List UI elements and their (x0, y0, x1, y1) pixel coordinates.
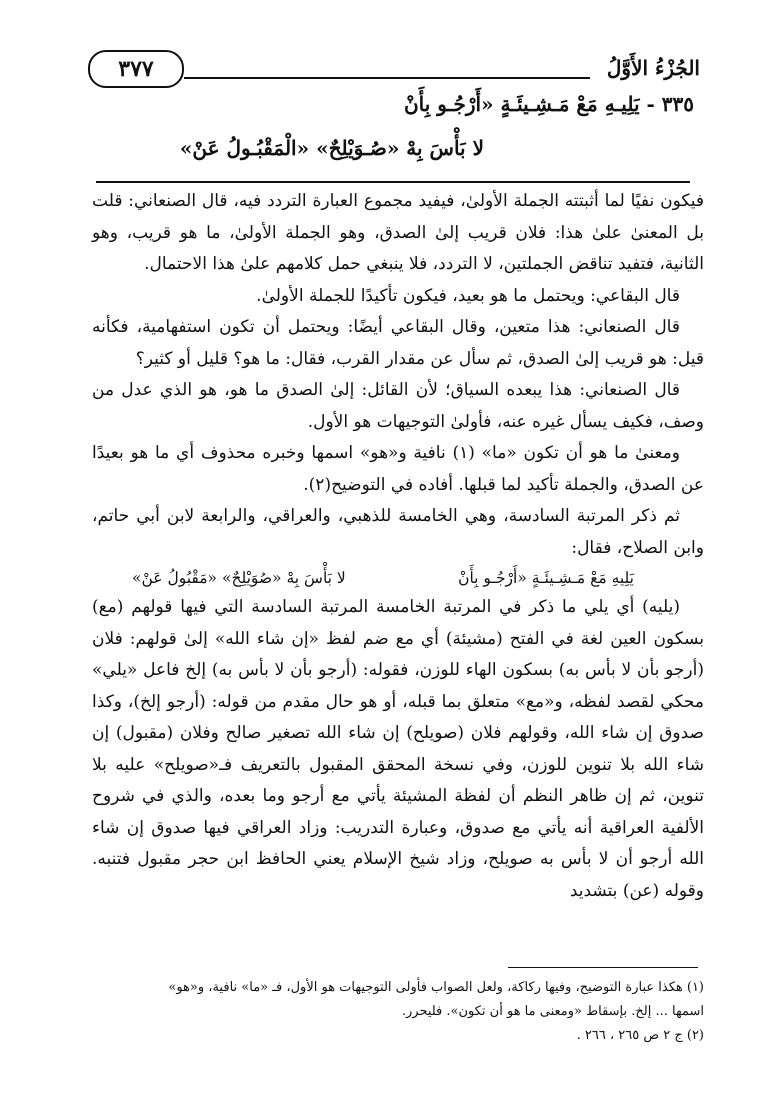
running-header (88, 40, 700, 88)
paragraph-1: فيكون نفيًا لما أثبتته الجملة الأولىٰ، فيفيد مجموع العبارة التردد فيه، قال الصنعاني: قلت بل المعنىٰ علىٰ هذا: فلان قريب إلىٰ الصدق، وهو الجملة الأولىٰ، ما هو قريب، وهو الثانية، فتفيد تناقض الجملتين، لا التردد، فلا ينبغي حمل كلامهم علىٰ هذا الاحتمال. (92, 191, 704, 274)
poem-hemistich-right: يَلِيهِ مَعْ مَـشِـيئَـةٍ «أَرْجُـو بِأَنْ (458, 569, 634, 587)
paragraph-6: ثم ذكر المرتبة السادسة، وهي الخامسة للذهبي، والعراقي، والرابعة لابن أبي حاتم، وابن الصلاح، فقال: (92, 506, 704, 558)
footnote-rule (508, 967, 698, 968)
paragraph-4: قال الصنعاني: هذا يبعده السياق؛ لأن القائل: إلىٰ الصدق ما هو، هو الذي عدل من وصف، فكيف يسأل غيره عنه، فأولىٰ التوجيهات هو الأول. (92, 380, 704, 432)
poem-verse (92, 564, 704, 592)
volume-title: الجُزْءُ الأَوَّلُ (606, 56, 700, 80)
heading-rule (96, 181, 690, 183)
footnote-1-line-2: اسمها ... إلخ. بإسقاط «ومعنى ما هو أن تكون». فليحرر. (401, 1004, 704, 1019)
paragraph-5: ومعنىٰ ما هو أن تكون «ما» (١) نافية و«هو» اسمها وخبره محذوف أي ما هو بعيدًا عن الصدق، والجملة تأكيد لما قبلها. أفاده في التوضيح(٢). (92, 443, 704, 495)
footnote-2: (٢) ج ٢ ص ٢٦٥ ، ٢٦٦ . (576, 1028, 704, 1043)
paragraph-3: قال الصنعاني: هذا متعين، وقال البقاعي أيضًا: ويحتمل أن تكون استفهامية، فكأنه قيل: هو قريب إلىٰ الصدق، ثم سأل عن مقدار القرب، فقال: ما هو؟ قليل أو كثير؟ (92, 317, 704, 369)
page-number: ٣٧٧ (88, 50, 184, 88)
verse-heading-line-2: لا بَأْسَ بِهْ «صُـوَيْلِحٌ» «الْمَقْبُـولُ عَنْ» (179, 136, 484, 160)
poem-hemistich-left: لا بَأْسَ بِهْ «صُوَيْلِحٌ» «مَقْبُولُ عَنْ» (132, 569, 346, 587)
footnote-1-line-1: (١) هكذا عبارة التوضيح، وفيها ركاكة، ولعل الصواب فأولى التوجيهات هو الأول، فـ «ما» نافية، و«هو» (168, 980, 704, 995)
footnotes (92, 976, 704, 1048)
verse-heading-line-1: ٣٣٥ - يَلِيـهِ مَعْ مَـشِـيئَـةٍ «أَرْجُـو بِأَنْ (403, 92, 694, 116)
header-rule (184, 77, 590, 79)
commentary-text (92, 186, 704, 907)
paragraph-2: قال البقاعي: ويحتمل ما هو بعيد، فيكون تأكيدًا للجملة الأولىٰ. (256, 285, 680, 306)
paragraph-7: (يليه) أي يلي ما ذكر في المرتبة الخامسة المرتبة السادسة التي فيها قولهم (مع) بسكون العين لغة في الفتح (مشيئة) أي مع ضم لفظ «إن شاء الله» إلىٰ قولهم: فلان (أرجو بأن لا بأس به) بسكون الهاء للوزن، فقوله: (أرجو بأن لا بأس به) إلخ فاعل «يلي» محكي لقصد لفظه، و«مع» متعلق بما قبله، أو هو حال مقدم من قوله: (أرجو إلخ)، وكذا صدوق إن شاء الله، وقولهم فلان (صويلح) إن شاء الله تصغير صالح وفلان (مقبول) إن شاء الله بلا تنوين للوزن، وفي نسخة المحقق المقبول بالتعريف فـ«صويلح» عليه بلا تنوين، ثم إن ظاهر النظم أن لفظة المشيئة يأتي مع أرجو وما بعده، والذي في شروح الألفية العراقية أنه يأتي مع صدوق، وعبارة التدريب: وزاد العراقي فيها صدوق إن شاء الله أرجو أن لا بأس به صويلح، وزاد شيخ الإسلام يعني الحافظ ابن حجر مقبول فتنبه. وقوله (عن) بتشديد (92, 597, 704, 901)
